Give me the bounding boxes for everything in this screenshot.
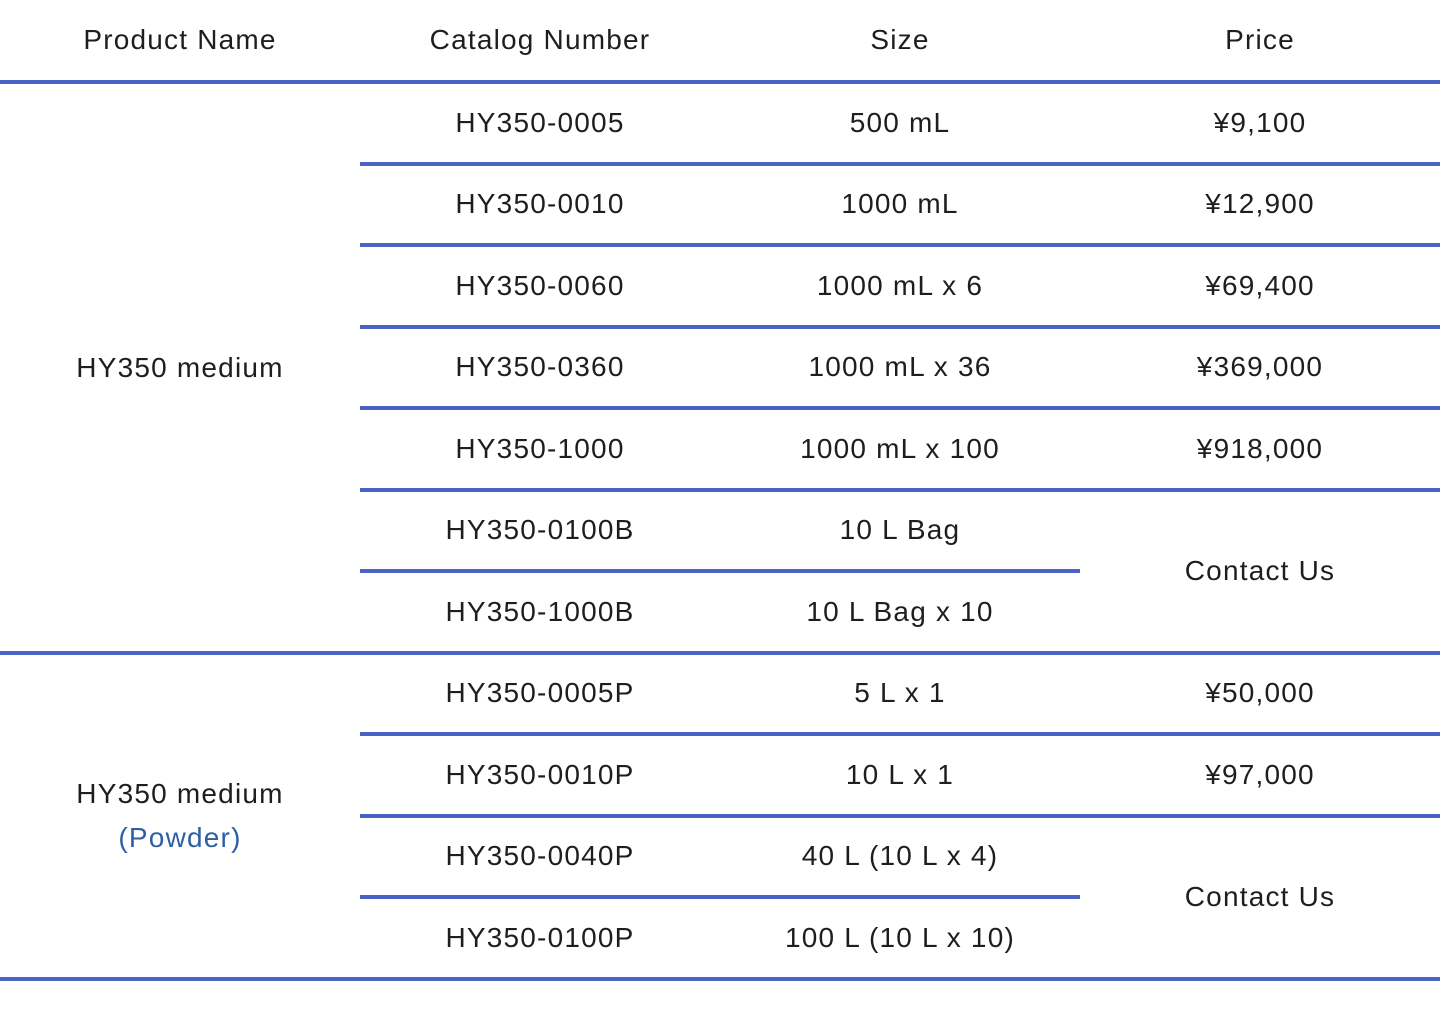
header-catalog-number: Catalog Number (360, 0, 720, 82)
product-name-cell (0, 653, 360, 979)
catalog-cell: HY350-1000 (360, 408, 720, 490)
header-size: Size (720, 0, 1080, 82)
price-cell: ¥12,900 (1080, 164, 1440, 246)
catalog-cell: HY350-0005P (360, 653, 720, 735)
product-name-label: HY350 medium (76, 778, 284, 810)
catalog-cell: HY350-0100B (360, 490, 720, 572)
size-cell: 100 L (10 L x 10) (720, 897, 1080, 979)
price-cell: ¥9,100 (1080, 82, 1440, 164)
product-name-label: HY350 medium (76, 351, 284, 383)
size-cell: 10 L Bag x 10 (720, 571, 1080, 653)
catalog-cell: HY350-0010 (360, 164, 720, 246)
table-row (0, 653, 1440, 735)
header-row (0, 0, 1440, 82)
catalog-cell: HY350-0040P (360, 816, 720, 898)
catalog-cell: HY350-0010P (360, 734, 720, 816)
contact-us-cell: Contact Us (1080, 816, 1440, 979)
catalog-cell: HY350-0060 (360, 245, 720, 327)
header-product-name: Product Name (0, 0, 360, 82)
price-cell: ¥97,000 (1080, 734, 1440, 816)
price-cell: ¥369,000 (1080, 327, 1440, 409)
price-cell: ¥918,000 (1080, 408, 1440, 490)
size-cell: 10 L x 1 (720, 734, 1080, 816)
product-name-cell (0, 82, 360, 653)
size-cell: 5 L x 1 (720, 653, 1080, 735)
size-cell: 1000 mL x 36 (720, 327, 1080, 409)
size-cell: 1000 mL x 100 (720, 408, 1080, 490)
product-name-sub-label: (Powder) (118, 821, 242, 853)
price-cell: ¥69,400 (1080, 245, 1440, 327)
catalog-cell: HY350-1000B (360, 571, 720, 653)
size-cell: 40 L (10 L x 4) (720, 816, 1080, 898)
contact-us-cell: Contact Us (1080, 490, 1440, 653)
catalog-cell: HY350-0100P (360, 897, 720, 979)
size-cell: 1000 mL x 6 (720, 245, 1080, 327)
catalog-cell: HY350-0360 (360, 327, 720, 409)
size-cell: 1000 mL (720, 164, 1080, 246)
catalog-cell: HY350-0005 (360, 82, 720, 164)
price-cell: ¥50,000 (1080, 653, 1440, 735)
table-row (0, 82, 1440, 164)
size-cell: 10 L Bag (720, 490, 1080, 572)
header-price: Price (1080, 0, 1440, 82)
size-cell: 500 mL (720, 82, 1080, 164)
